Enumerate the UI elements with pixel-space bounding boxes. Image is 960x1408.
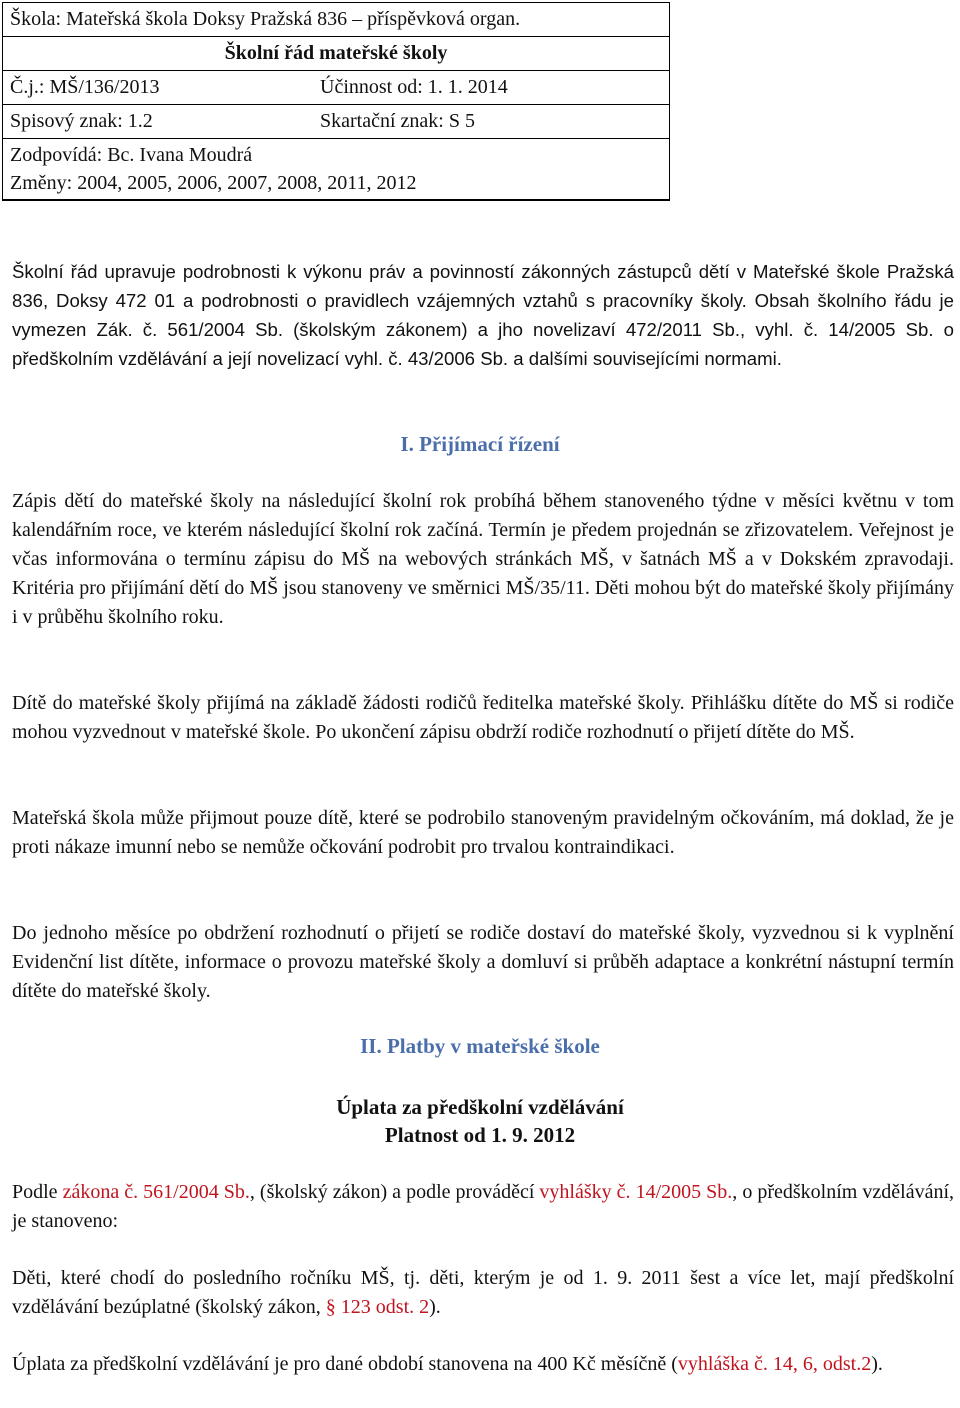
decree-link[interactable]: vyhlášky č. 14/2005 Sb. bbox=[539, 1181, 733, 1203]
decree-14-link[interactable]: vyhláška č. 14, 6, odst.2 bbox=[677, 1353, 872, 1375]
header-row-school bbox=[3, 3, 669, 37]
admission-paragraph-2: Dítě do mateřské školy přijímá na základě žádosti rodičů ředitelka mateřské školy. Přihlášku dítěte do MŠ si rodiče mohou vyzvednout v mateřské škole. Po ukončení zápisu obdrží rodiče rozhodnutí o přijetí dítěte do MŠ. bbox=[12, 692, 954, 743]
header-row-cj bbox=[3, 71, 669, 105]
document-header-table bbox=[2, 2, 670, 201]
fee-subheading: Úplata za předškolní vzdělávání bbox=[336, 1095, 624, 1119]
payments-paragraph-2: Děti, které chodí do posledního ročníku MŠ, tj. děti, kterým je od 1. 9. 2011 šest a více let, mají předškolní vzdělávání bezúplatné (školský zákon, § 123 odst. 2). bbox=[12, 1267, 954, 1318]
reference-number: Č.j.: MŠ/136/2013 bbox=[10, 76, 160, 98]
document-title: Školní řád mateřské školy bbox=[224, 42, 448, 64]
school-name: Škola: Mateřská škola Doksy Pražská 836 – příspěvková organ. bbox=[10, 8, 521, 30]
effective-date: Účinnost od: 1. 1. 2014 bbox=[320, 76, 508, 98]
changes-list: Změny: 2004, 2005, 2006, 2007, 2008, 2011, 2012 bbox=[10, 172, 417, 194]
header-row-filing bbox=[3, 105, 669, 139]
filing-code: Spisový znak: 1.2 bbox=[10, 110, 153, 132]
section-heading-payments: II. Platby v mateřské škole bbox=[360, 1034, 600, 1058]
section-heading-admission: I. Přijímací řízení bbox=[400, 432, 560, 456]
payments-paragraph-3: Úplata za předškolní vzdělávání je pro dané období stanovena na 400 Kč měsíčně (vyhláška č. 14, 6, odst.2). bbox=[12, 1353, 883, 1375]
admission-paragraph-3: Mateřská škola může přijmout pouze dítě, které se podrobilo stanoveným pravidelným očkováním, má doklad, že je proti nákaze imunní nebo se nemůže očkování podrobit pro trvalou kontraindikaci. bbox=[12, 807, 954, 858]
law-link[interactable]: zákona č. 561/2004 Sb. bbox=[62, 1181, 250, 1203]
shredding-code: Skartační znak: S 5 bbox=[320, 110, 475, 132]
payments-paragraph-1: Podle zákona č. 561/2004 Sb., (školský zákon) a podle prováděcí vyhlášky č. 14/2005 Sb., o předškolním vzdělávání, je stanoveno: bbox=[12, 1181, 954, 1232]
responsible-person: Zodpovídá: Bc. Ivana Moudrá bbox=[10, 144, 253, 166]
admission-paragraph-1: Zápis dětí do mateřské školy na následující školní rok probíhá během stanoveného týdne v měsíci květnu v tom kalendářním roce, ve kterém následující školní rok začíná. Termín je předem projednán se zřizovatelem. Veřejnost je včas informována o termínu zápisu do MŠ na webových stránkách MŠ, v šatnách MŠ a v Dokském zpravodaji. Kritéria pro přijímání dětí do MŠ jsou stanoveny ve směrnici MŠ/35/11. Děti mohou být do mateřské školy přijímány i v průběhu školního roku. bbox=[12, 490, 954, 628]
admission-paragraph-4: Do jednoho měsíce po obdržení rozhodnutí o přijetí se rodiče dostaví do mateřské školy, vyzvednou si k vyplnění Evidenční list dítěte, informace o provozu mateřské školy a domluví si průběh adaptace a konkrétní nástupní termín dítěte do mateřské školy. bbox=[12, 922, 954, 1002]
validity-subheading: Platnost od 1. 9. 2012 bbox=[384, 1123, 576, 1147]
intro-paragraph: Školní řád upravuje podrobnosti k výkonu práv a povinností zákonných zástupců dětí v Mateřské škole Pražská 836, Doksy 472 01 a podrobnosti o pravidlech vzájemných vztahů s pracovníky školy. Obsah školního řádu je vymezen Zák. č. 561/2004 Sb. (školským zákonem) a jho novelizaví 472/2011 Sb., vyhl. č. 14/2005 Sb. o předškolním vzdělávání a její novelizací vyhl. č. 43/2006 Sb. a dalšími souvisejícími normami. bbox=[12, 261, 954, 369]
header-row-responsible bbox=[3, 139, 669, 199]
section-123-link[interactable]: § 123 odst. 2 bbox=[325, 1296, 430, 1318]
header-row-title bbox=[3, 37, 669, 71]
